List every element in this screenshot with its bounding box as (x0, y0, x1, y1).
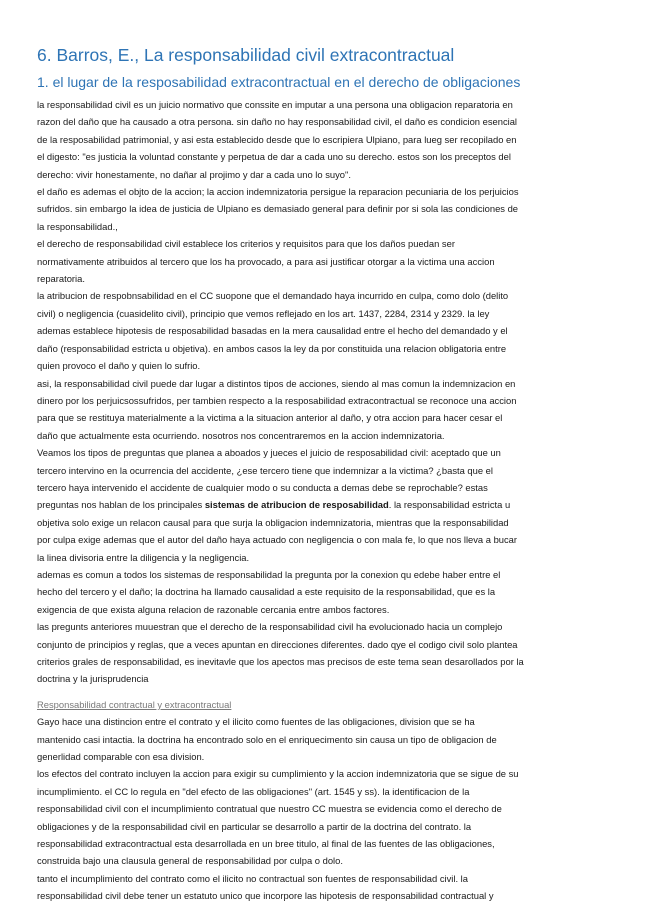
text-line (37, 287, 617, 304)
text-line (37, 566, 617, 583)
subsection-paragraphs (37, 713, 617, 904)
text-run: ademas establece hipotesis de resposabilidad basadas en la mera causalidad entre el hecho del demandado y el (37, 325, 508, 337)
text-line (37, 340, 617, 357)
text-run: para que se restituya materialmente a la victima a la situacion anterior al daño, y otra accion para hacer cesar el (37, 412, 503, 424)
text-run: quien provoco el daño y quien lo sufrio. (37, 360, 201, 372)
text-line (37, 870, 617, 887)
text-line (37, 235, 617, 252)
text-run: la responsabilidad., (37, 220, 118, 232)
text-run: de la resposabilidad patrimonial, y asi esta establecido desde que lo escripiera Ulpiano, para lueg ser recopilado en (37, 133, 517, 145)
text-line (37, 496, 617, 513)
text-line (37, 653, 617, 670)
text-run: ademas es comun a todos los sistemas de responsabilidad la pregunta por la conexion qu edebe haber entre el (37, 568, 501, 580)
document-title: 6. Barros, E., La responsabilidad civil extracontractual (37, 45, 455, 65)
text-run: tercero haya intervenido el accidente de cualquier modo o su conducta a demas debe se reprochable? estas (37, 481, 488, 493)
text-run: civil) o negligencia (cuasidelito civil), principio que vemos reflejado en los art. 1437, 2284, 2314 y 2329. la ley (37, 307, 490, 319)
text-line (37, 818, 617, 835)
text-run: conjunto de principios y reglas, que a veces apuntan en direcciones diferentes. dado qye el codigo civil solo plantea (37, 638, 518, 650)
text-run: asi, la responsabilidad civil puede dar lugar a distintos tipos de acciones, siendo al mas comun la indemnizacion en (37, 377, 516, 389)
section-heading: 1. el lugar de la resposabilidad extracontractual en el derecho de obligaciones (37, 74, 521, 90)
text-line (37, 852, 617, 869)
text-line (37, 166, 617, 183)
text-run: incumplimiento. el CC lo regula en "del efecto de las obligaciones" (art. 1545 y ss). la identificacion de la (37, 785, 470, 797)
document-page (37, 44, 617, 905)
text-run: por culpa exige ademas que el autor del daño haya actuado con negligencia o con mala fe, lo que nos lleva a bucar (37, 534, 518, 546)
text-run: el derecho de responsabilidad civil establece los criterios y requisitos para que los daños puedan ser (37, 238, 455, 250)
text-run: generlidad comparable con esa division. (37, 751, 205, 763)
text-run: normativamente atribuidos al tercero que los ha provocado, a para asi justificar otorgar a la victima una accion (37, 255, 495, 267)
text-line (37, 636, 617, 653)
text-run: la linea divisoria entre la diligencia y la negligencia. (37, 551, 250, 563)
text-line (37, 601, 617, 618)
text-run: criterios grales de responsabilidad, es inevitavle que los apectos mas precisos de este tema sean desarollados por la (37, 656, 524, 667)
text-line (37, 783, 617, 800)
text-line (37, 375, 617, 392)
text-run: daño que actualmente esta ocurriendo. nosotros nos concentraremos en la accion indemnizatoria. (37, 429, 445, 441)
text-run: exigencia de que exista alguna relacion de razonable cercania entre ambos factores. (37, 603, 390, 615)
bold-phrase: sistemas de atribucion de resposabilidad (204, 499, 389, 511)
text-run: Gayo hace una distincion entre el contrato y el ilicito como fuentes de las obligaciones, division que se ha (37, 716, 475, 728)
text-run: razon del daño que ha causado a otra persona. sin daño no hay responsabilidad civil, el daño es condicion esencial (37, 116, 518, 128)
text-line (37, 531, 617, 548)
text-line (37, 218, 617, 235)
text-run: reparatoria. (37, 273, 85, 285)
text-line (37, 670, 617, 687)
text-line (37, 479, 617, 496)
text-run: construida bajo una clausula general de responsabilidad por culpa o dolo. (37, 855, 343, 867)
text-line (37, 409, 617, 426)
text-line (37, 96, 617, 113)
text-line (37, 183, 617, 200)
text-run: las pregunts anteriores muuestran que el derecho de la responsabilidad civil ha evolucionado hacia un complejo (37, 621, 503, 633)
text-line (37, 887, 617, 904)
text-run: dinero por los perjuicsossufridos, per tambien respecto a la resposabilidad extracontractual se reconoce una accion (37, 394, 517, 406)
text-run: objetiva solo exige un relacon causal para que surja la obligacion indemnizatoria, mientras que la responsabilidad (37, 516, 509, 528)
text-line (37, 462, 617, 479)
text-line (37, 427, 617, 444)
text-line (37, 748, 617, 765)
text-line (37, 514, 617, 531)
text-line (37, 113, 617, 130)
text-run: doctrina y la jurisprudencia (37, 673, 149, 685)
text-run: el daño es ademas el objto de la accion; la accion indemnizatoria persigue la reparacion pecuniaria de los perjuicios (37, 186, 519, 198)
text-run: mantenido casi intactia. la doctrina ha encontrado solo en el enriquecimento sin causa un tipo de obligacion de (37, 733, 497, 745)
text-line (37, 765, 617, 782)
text-run: . la responsabilidad estricta u (388, 499, 511, 511)
text-run: la atribucion de respobnsabilidad en el CC suopone que el demandado haya incurrido en culpa, como dolo (delito (37, 290, 509, 302)
text-run: tercero intervino en la ocurrencia del accidente, ¿ese tercero tiene que indemnizar a la victima? ¿basta que el (37, 464, 493, 476)
text-line (37, 148, 617, 165)
text-line (37, 131, 617, 148)
text-run: sufridos. sin embargo la idea de justicia de Ulpiano es demasiado general para definir por si sola las condiciones de (37, 203, 519, 215)
text-line (37, 835, 617, 852)
text-line (37, 800, 617, 817)
text-run: los efectos del contrato incluyen la accion para exigir su cumplimiento y la accion indemnizatoria que se sigue de su (37, 768, 519, 780)
text-run: hecho del tercero y el daño; la doctrina ha llamado causalidad a este requisito de la responsabilidad, que es la (37, 586, 496, 598)
text-run: responsabilidad civil debe tener un estatuto unico que incorpore las hipotesis de responsabilidad contractual y (37, 890, 494, 902)
body-paragraphs (37, 96, 617, 688)
text-line (37, 549, 617, 566)
text-line (37, 357, 617, 374)
text-run: preguntas nos hablan de los principales (37, 499, 205, 511)
text-run: Veamos los tipos de preguntas que planea a aboados y jueces el juicio de resposabilidad civil: aceptado que un (37, 447, 501, 459)
text-line (37, 322, 617, 339)
text-run: responsabilidad civil con el incumplimiento contratual que nuestro CC muestra se evidencia como el derecho de (37, 803, 502, 815)
text-run: derecho: vivir honestamente, no dañar al projimo y dar a cada uno lo suyo". (37, 168, 351, 180)
text-line (37, 253, 617, 270)
text-line (37, 270, 617, 287)
text-run: el digesto: "es justicia la voluntad constante y perpetua de dar a cada uno su derecho. estos son los preceptos del (37, 151, 511, 163)
text-line (37, 444, 617, 461)
text-run: la responsabilidad civil es un juicio normativo que conssite en imputar a una persona una obligacion reparatoria en (37, 99, 513, 110)
subsection-heading: Responsabilidad contractual y extracontractual (37, 698, 232, 710)
text-line (37, 731, 617, 748)
text-run: tanto el incumplimiento del contrato como el ilicito no contractual son fuentes de responsabilidad civil. la (37, 872, 468, 884)
text-line (37, 305, 617, 322)
text-run: obligaciones y de la responsabilidad civil en particular se desarrollo a partir de la doctrina del contrato. la (37, 820, 472, 832)
text-line (37, 618, 617, 635)
text-run: responsabilidad extracontractual esta desarrollada en un bree titulo, al final de las fuentes de las obligaciones, (37, 838, 495, 850)
text-line (37, 713, 617, 730)
text-run: daño (responsabilidad estricta u objetiva). en ambos casos la ley da por constituida una relacion obligatoria entre (37, 342, 507, 354)
text-line (37, 200, 617, 217)
text-line (37, 392, 617, 409)
text-line (37, 583, 617, 600)
